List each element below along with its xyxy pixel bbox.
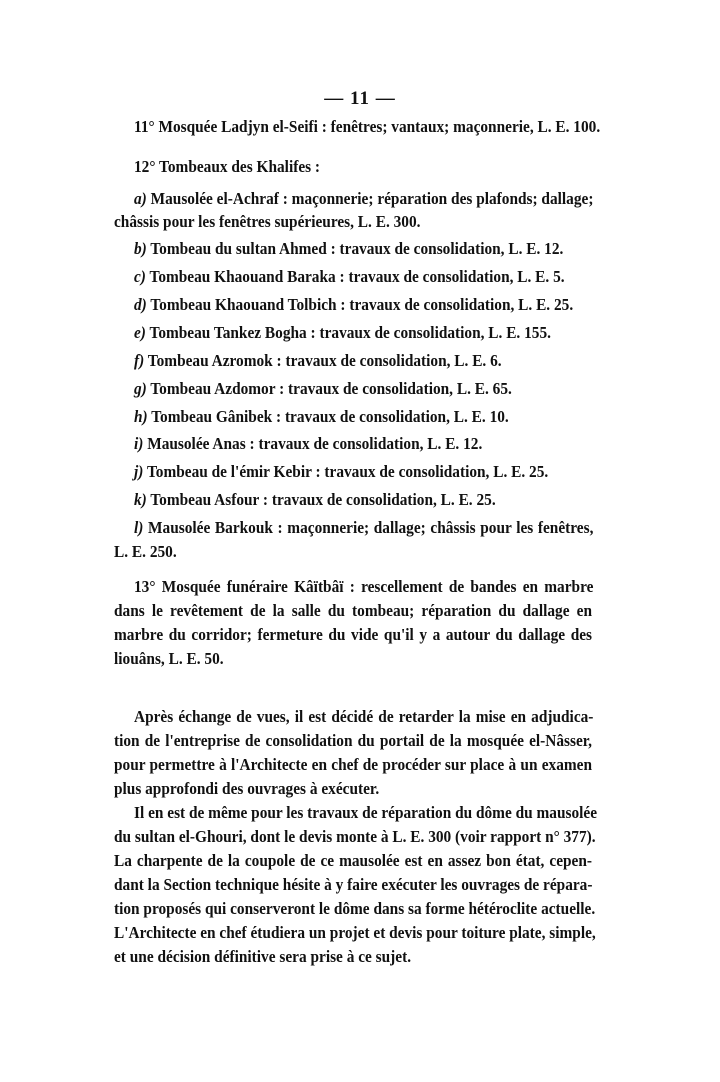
para1-line1: Après échange de vues, il est décidé de retarder la mise en adjudica-: [134, 707, 594, 726]
item-12k: k) Tombeau Asfour : travaux de consolidation, L. E. 25.: [134, 490, 496, 509]
item-13-line4: liouâns, L. E. 50.: [114, 649, 224, 668]
item-13-line3: marbre du corridor; fermeture du vide qu'il y a autour du dallage des: [114, 625, 593, 644]
para2-line6: L'Architecte en chef étudiera un projet et devis pour toiture plate, simple,: [114, 923, 596, 942]
item-12e: e) Tombeau Tankez Bogha : travaux de consolidation, L. E. 155.: [134, 323, 551, 342]
item-13-line1: 13° Mosquée funéraire Kâïtbâï : rescellement de bandes en marbre: [134, 577, 594, 596]
item-12g: g) Tombeau Azdomor : travaux de consolidation, L. E. 65.: [134, 379, 512, 398]
para2-line2: du sultan el-Ghouri, dont le devis monte à L. E. 300 (voir rapport n° 377).: [114, 827, 596, 846]
item-12b: b) Tombeau du sultan Ahmed : travaux de consolidation, L. E. 12.: [134, 239, 564, 258]
para1-line4: plus approfondi des ouvrages à exécuter.: [114, 779, 380, 798]
item-13-line2: dans le revêtement de la salle du tombeau; réparation du dallage en: [114, 601, 593, 620]
item-12j: j) Tombeau de l'émir Kebir : travaux de consolidation, L. E. 25.: [134, 462, 549, 481]
para2-line4: dant la Section technique hésite à y faire exécuter les ouvrages de répara-: [114, 875, 593, 894]
item-12-heading: 12° Tombeaux des Khalifes :: [134, 157, 321, 176]
item-12l-line2: L. E. 250.: [114, 542, 177, 561]
para1-line3: pour permettre à l'Architecte en chef de procéder sur place à un examen: [114, 755, 593, 774]
item-12l-line1: l) Mausolée Barkouk : maçonnerie; dallage; châssis pour les fenêtres,: [134, 518, 594, 537]
item-12a-line2: châssis pour les fenêtres supérieures, L. E. 300.: [114, 212, 421, 231]
para2-line5: tion proposés qui conserveront le dôme dans sa forme hétéroclite actuelle.: [114, 899, 596, 918]
item-12c: c) Tombeau Khaouand Baraka : travaux de consolidation, L. E. 5.: [134, 267, 565, 286]
item-12d: d) Tombeau Khaouand Tolbich : travaux de consolidation, L. E. 25.: [134, 295, 574, 314]
item-12a-line1: a) Mausolée el-Achraf : maçonnerie; réparation des plafonds; dallage;: [134, 189, 594, 208]
para1-line2: tion de l'entreprise de consolidation du portail de la mosquée el-Nâsser,: [114, 731, 593, 750]
para2-line7: et une décision définitive sera prise à ce sujet.: [114, 947, 412, 966]
item-12f: f) Tombeau Azromok : travaux de consolidation, L. E. 6.: [134, 351, 502, 370]
item-12i: i) Mausolée Anas : travaux de consolidation, L. E. 12.: [134, 434, 483, 453]
marker-a: a): [134, 189, 147, 208]
para2-line3: La charpente de la coupole de ce mausolée est en assez bon état, cepen-: [114, 851, 593, 870]
item-12h: h) Tombeau Gânibek : travaux de consolidation, L. E. 10.: [134, 407, 509, 426]
page-number: — 11 —: [324, 88, 396, 109]
para2-line1: Il en est de même pour les travaux de réparation du dôme du mausolée: [134, 803, 598, 822]
item-11: 11° Mosquée Ladjyn el-Seifi : fenêtres; vantaux; maçonnerie, L. E. 100.: [134, 117, 601, 136]
